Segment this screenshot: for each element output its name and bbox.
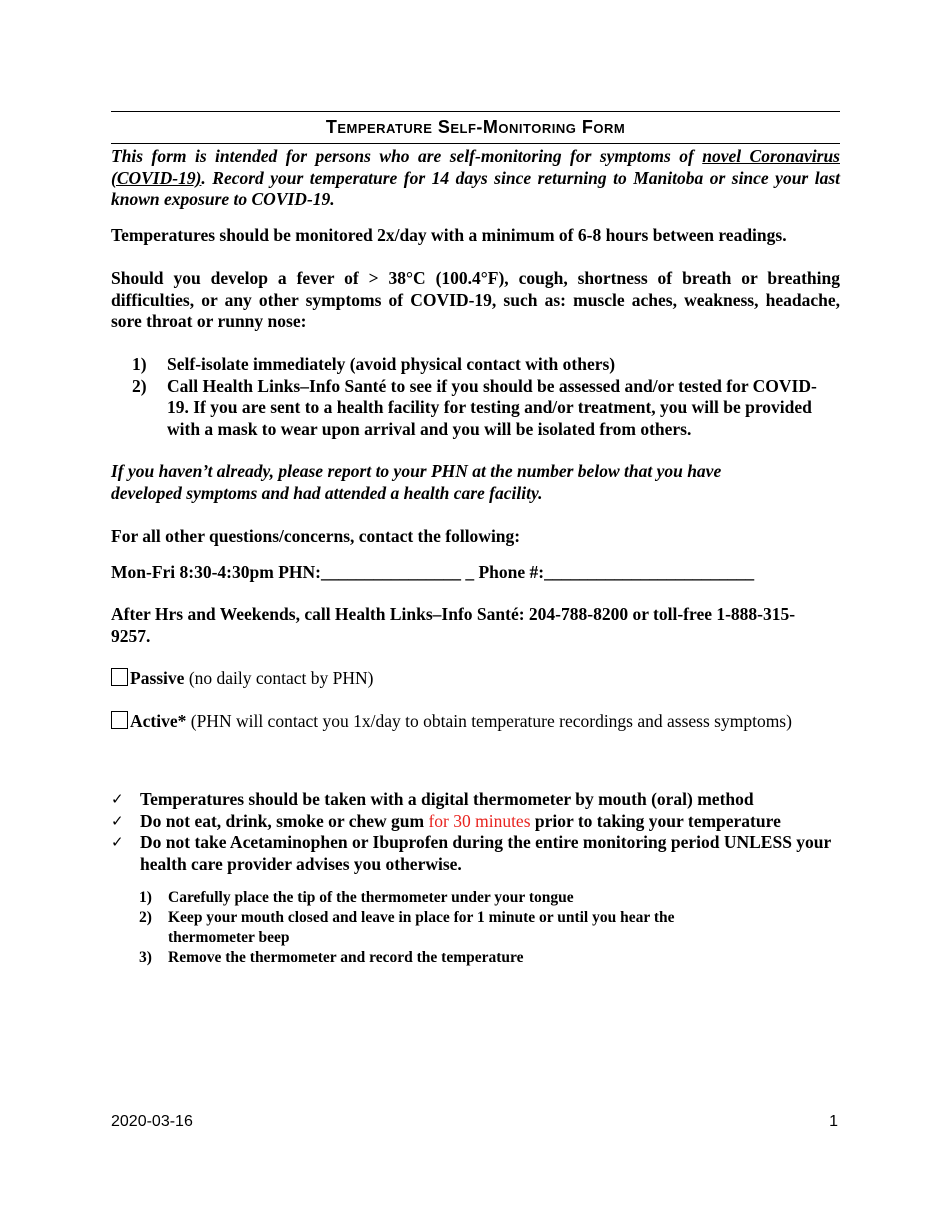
thermometer-instructions <box>139 888 759 968</box>
footer-date: 2020-03-16 <box>111 1113 193 1130</box>
active-label: Active* <box>130 711 187 731</box>
list-item <box>132 354 832 376</box>
instruction-text: Remove the thermometer and record the temperature <box>168 949 524 966</box>
after-hours-note: After Hrs and Weekends, call Health Links–Info Santé: 204-788-8200 or toll-free 1-888-315-9257. <box>111 604 796 646</box>
form-title: Temperature Self-Monitoring Form <box>325 117 626 137</box>
contact-heading: For all other questions/concerns, contact the following: <box>111 526 521 546</box>
active-option <box>111 711 840 733</box>
phn-line <box>111 562 840 584</box>
checkmark-icon: ✓ <box>111 811 124 830</box>
checklist-text: Do not take Acetaminophen or Ibuprofen during the entire monitoring period UNLESS your health care provider advises you otherwise. <box>140 832 831 874</box>
list-item <box>111 811 840 833</box>
list-item <box>139 888 759 908</box>
list-item <box>132 376 832 441</box>
active-checkbox[interactable] <box>111 711 128 729</box>
step-text: Self-isolate immediately (avoid physical contact with others) <box>167 354 616 374</box>
checklist-text: Temperatures should be taken with a digital thermometer by mouth (oral) method <box>140 789 754 809</box>
report-note: If you haven’t already, please report to your PHN at the number below that you have developed symptoms and had attended a health care facility. <box>111 461 722 503</box>
step-text: Call Health Links–Info Santé to see if you should be assessed and/or tested for COVID-19. If you are sent to a health facility for testing and/or treatment, you will be provided with a mask to wear upon arrival and you will be isolated from others. <box>167 375 817 439</box>
thermometer-checklist <box>111 789 840 875</box>
step-number: 2) <box>132 375 147 396</box>
title-bottom-rule <box>111 143 840 144</box>
list-item <box>111 832 840 875</box>
highlighted-duration: for 30 minutes <box>428 810 531 831</box>
intro-text-start: This form is intended for persons who are self-monitoring for symptoms of <box>111 146 703 166</box>
passive-label: Passive <box>130 668 185 688</box>
action-steps-list <box>132 354 832 440</box>
list-item <box>139 948 759 968</box>
monitoring-note: Temperatures should be monitored 2x/day with a minimum of 6-8 hours between readings. <box>111 225 787 245</box>
step-number: 1) <box>132 354 147 374</box>
title-top-rule <box>111 111 840 112</box>
phone-label: Phone #: <box>474 562 545 582</box>
intro-paragraph <box>111 146 840 211</box>
instruction-text: Carefully place the tip of the thermometer under your tongue <box>168 889 574 906</box>
list-item <box>111 789 840 811</box>
phn-blank-field[interactable]: ________________ _ <box>320 562 475 582</box>
phn-label: Mon-Fri 8:30-4:30pm PHN: <box>111 562 321 582</box>
phone-blank-field[interactable]: ________________________ <box>544 562 755 582</box>
instruction-number: 1) <box>139 889 152 906</box>
active-description: (PHN will contact you 1x/day to obtain temperature recordings and assess symptoms) <box>186 711 792 731</box>
instruction-text: Keep your mouth closed and leave in place for 1 minute or until you hear the thermometer beep <box>168 909 675 946</box>
checklist-text-end: prior to taking your temperature <box>530 810 781 831</box>
instruction-number: 2) <box>139 909 152 926</box>
checkmark-icon: ✓ <box>111 833 124 851</box>
page-number: 1 <box>829 1113 838 1130</box>
intro-text-end: . Record your temperature for 14 days since returning to Manitoba or since your last known exposure to COVID-19. <box>111 167 840 209</box>
checkmark-icon: ✓ <box>111 790 124 808</box>
checklist-text: Do not eat, drink, smoke or chew gum <box>140 810 429 831</box>
passive-checkbox[interactable] <box>111 668 128 686</box>
passive-option <box>111 668 840 690</box>
instruction-number: 3) <box>139 949 152 966</box>
passive-description: (no daily contact by PHN) <box>184 668 374 688</box>
list-item <box>139 908 759 948</box>
fever-note: Should you develop a fever of > 38°C (100.4°F), cough, shortness of breath or breathing difficulties, or any other symptoms of COVID-19, such as: muscle aches, weakness, headache, sore throat or runny nose: <box>111 268 840 331</box>
covid-link-text: novel Coronavirus (COVID-19) <box>111 146 840 188</box>
